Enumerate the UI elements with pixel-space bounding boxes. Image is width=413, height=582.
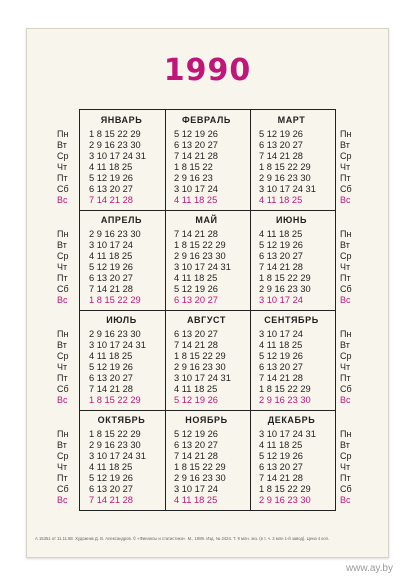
weekday-column-left xyxy=(57,109,77,209)
weekday-label: Вт xyxy=(57,340,67,350)
week-row: 7 14 21 28 xyxy=(174,229,218,239)
week-row: 2 9 16 23 xyxy=(174,173,213,183)
week-row: 4 11 18 25 xyxy=(89,162,133,172)
week-row: 1 8 15 22 29 xyxy=(259,273,311,283)
week-row: 2 9 16 23 30 xyxy=(89,229,141,239)
week-row: 7 14 21 28 xyxy=(89,384,133,394)
week-row: 3 10 17 24 xyxy=(259,295,303,305)
month-name: АВГУСТ xyxy=(186,315,227,325)
week-row: 5 12 19 26 xyxy=(259,240,303,250)
week-row: 5 12 19 26 xyxy=(174,129,218,139)
year-title: 1990 xyxy=(163,53,252,88)
month-name: ИЮЛЬ xyxy=(106,315,137,325)
week-row: 2 9 16 23 30 xyxy=(89,440,141,450)
weekday-label: Ср xyxy=(340,351,352,361)
week-row: 6 13 20 27 xyxy=(259,362,303,372)
week-row: 7 14 21 28 xyxy=(174,340,218,350)
week-row: 4 11 18 25 xyxy=(89,351,133,361)
weekday-label: Сб xyxy=(57,384,69,394)
week-row: 2 9 16 23 30 xyxy=(259,395,311,405)
weekday-label: Ср xyxy=(57,251,69,261)
weekday-label: Чт xyxy=(340,162,351,172)
weekday-label: Сб xyxy=(340,184,352,194)
week-row: 5 12 19 26 xyxy=(89,262,133,272)
week-row: 7 14 21 28 xyxy=(89,284,133,294)
week-row: 1 8 15 22 29 xyxy=(89,295,141,305)
week-row: 6 13 20 27 xyxy=(174,440,218,450)
month-block xyxy=(249,109,334,209)
month-block xyxy=(164,109,249,209)
week-row: 2 9 16 23 30 xyxy=(174,362,226,372)
weekday-label: Сб xyxy=(340,284,352,294)
month-block xyxy=(79,409,164,509)
weekday-column-right xyxy=(340,309,360,409)
month-name: ДЕКАБРЬ xyxy=(267,415,316,425)
week-row: 5 12 19 26 xyxy=(174,284,218,294)
weekday-label: Чт xyxy=(57,162,68,172)
weekday-label: Пн xyxy=(340,229,352,239)
month-name: ИЮНЬ xyxy=(275,215,308,225)
week-row: 6 13 20 27 xyxy=(89,373,133,383)
week-row: 6 13 20 27 xyxy=(89,273,133,283)
week-row: 6 13 20 27 xyxy=(89,484,133,494)
week-row: 3 10 17 24 31 xyxy=(259,429,316,439)
week-row: 7 14 21 28 xyxy=(259,473,303,483)
week-row: 1 8 15 22 29 xyxy=(89,129,141,139)
week-row: 1 8 15 22 29 xyxy=(259,484,311,494)
weekday-label: Сб xyxy=(340,484,352,494)
weekday-label: Вт xyxy=(57,240,67,250)
week-row: 6 13 20 27 xyxy=(174,329,218,339)
weekday-label: Вт xyxy=(340,140,350,150)
weekday-label: Ср xyxy=(340,151,352,161)
week-row: 5 12 19 26 xyxy=(89,362,133,372)
month-name: МАРТ xyxy=(277,115,306,125)
weekday-label: Пн xyxy=(57,329,69,339)
week-row: 3 10 17 24 xyxy=(89,240,133,250)
week-row: 2 9 16 23 30 xyxy=(174,473,226,483)
week-row: 4 11 18 25 xyxy=(259,440,303,450)
week-row: 4 11 18 25 xyxy=(174,195,218,205)
weekday-label: Ср xyxy=(57,351,69,361)
week-row: 5 12 19 26 xyxy=(259,129,303,139)
month-name: НОЯБРЬ xyxy=(185,415,228,425)
week-row: 4 11 18 25 xyxy=(89,462,133,472)
week-row: 2 9 16 23 30 xyxy=(174,251,226,261)
weekday-label: Вт xyxy=(57,140,67,150)
weekday-label: Пн xyxy=(340,329,352,339)
weekday-label: Вт xyxy=(57,440,67,450)
week-row: 3 10 17 24 xyxy=(174,184,218,194)
weekday-label: Пт xyxy=(340,373,351,383)
weekday-label: Чт xyxy=(57,362,68,372)
week-row: 3 10 17 24 xyxy=(259,329,303,339)
week-row: 1 8 15 22 29 xyxy=(259,162,311,172)
week-row: 3 10 17 24 31 xyxy=(89,151,146,161)
week-row: 5 12 19 26 xyxy=(174,395,218,405)
weekday-label: Сб xyxy=(340,384,352,394)
week-row: 6 13 20 27 xyxy=(174,295,218,305)
weekday-label: Чт xyxy=(57,462,68,472)
weekday-label: Пн xyxy=(57,129,69,139)
weekday-label: Вс xyxy=(340,195,351,205)
week-row: 1 8 15 22 29 xyxy=(174,240,226,250)
week-row: 3 10 17 24 31 xyxy=(174,262,231,272)
month-block xyxy=(249,209,334,309)
month-block xyxy=(164,209,249,309)
calendar-card xyxy=(26,28,389,558)
week-row: 7 14 21 28 xyxy=(89,495,133,505)
weekday-label: Вс xyxy=(57,395,68,405)
week-row: 6 13 20 27 xyxy=(259,462,303,472)
week-row: 4 11 18 25 xyxy=(174,273,218,283)
weekday-label: Вс xyxy=(57,495,68,505)
week-row: 1 8 15 22 29 xyxy=(174,462,226,472)
weekday-label: Вс xyxy=(340,495,351,505)
weekday-column-left xyxy=(57,209,77,309)
weekday-label: Пн xyxy=(340,429,352,439)
weekday-label: Пт xyxy=(340,473,351,483)
weekday-label: Чт xyxy=(340,462,351,472)
weekday-label: Пт xyxy=(57,373,68,383)
weekday-label: Пт xyxy=(57,473,68,483)
month-name: МАЙ xyxy=(195,215,218,225)
month-name: ОКТЯБРЬ xyxy=(97,415,146,425)
weekday-label: Чт xyxy=(57,262,68,272)
weekday-label: Чт xyxy=(340,362,351,372)
month-name: АПРЕЛЬ xyxy=(100,215,143,225)
weekday-column-left xyxy=(57,409,77,509)
week-row: 3 10 17 24 31 xyxy=(174,373,231,383)
month-block xyxy=(164,309,249,409)
week-row: 3 10 17 24 31 xyxy=(259,184,316,194)
week-row: 7 14 21 28 xyxy=(259,373,303,383)
week-row: 6 13 20 27 xyxy=(174,140,218,150)
week-row: 5 12 19 26 xyxy=(174,429,218,439)
month-name: ЯНВАРЬ xyxy=(100,115,143,125)
weekday-label: Сб xyxy=(57,484,69,494)
week-row: 4 11 18 25 xyxy=(89,251,133,261)
weekday-label: Вт xyxy=(340,440,350,450)
week-row: 7 14 21 28 xyxy=(89,195,133,205)
week-row: 1 8 15 22 29 xyxy=(89,395,141,405)
weekday-label: Пн xyxy=(57,229,69,239)
weekday-label: Ср xyxy=(340,451,352,461)
week-row: 7 14 21 28 xyxy=(259,151,303,161)
week-row: 4 11 18 25 xyxy=(259,340,303,350)
week-row: 5 12 19 26 xyxy=(89,173,133,183)
weekday-label: Сб xyxy=(57,284,69,294)
weekday-column-right xyxy=(340,109,360,209)
week-row: 2 9 16 23 30 xyxy=(259,284,311,294)
weekday-label: Вс xyxy=(57,295,68,305)
week-row: 7 14 21 28 xyxy=(259,262,303,272)
weekday-column-right xyxy=(340,209,360,309)
weekday-label: Вт xyxy=(340,240,350,250)
week-row: 3 10 17 24 xyxy=(174,484,218,494)
week-row: 1 8 15 22 29 xyxy=(174,351,226,361)
week-row: 4 11 18 25 xyxy=(174,495,218,505)
week-row: 5 12 19 26 xyxy=(259,351,303,361)
weekday-label: Вс xyxy=(57,195,68,205)
weekday-column-left xyxy=(57,309,77,409)
watermark: www.ay.by xyxy=(345,563,393,574)
weekday-label: Пт xyxy=(340,173,351,183)
week-row: 1 8 15 22 xyxy=(174,162,213,172)
weekday-label: Пн xyxy=(340,129,352,139)
week-row: 4 11 18 25 xyxy=(259,195,303,205)
month-name: ФЕВРАЛЬ xyxy=(182,115,231,125)
weekday-label: Ср xyxy=(57,151,69,161)
weekday-label: Вт xyxy=(340,340,350,350)
imprint-text: А 15351 от 11.11.88. Художник Д. В. Александров. © «Финансы и статистика». М., 1989. Изд. № 2424. Т. 9 млн. экз. (в т. ч. 3 млн 1-й завод). Цена 4 коп. xyxy=(35,536,330,541)
week-row: 2 9 16 23 30 xyxy=(259,495,311,505)
week-row: 6 13 20 27 xyxy=(259,251,303,261)
week-row: 2 9 16 23 30 xyxy=(89,329,141,339)
weekday-label: Ср xyxy=(57,451,69,461)
week-row: 3 10 17 24 31 xyxy=(89,340,146,350)
week-row: 2 9 16 23 30 xyxy=(89,140,141,150)
month-block xyxy=(164,409,249,509)
weekday-label: Сб xyxy=(57,184,69,194)
weekday-column-right xyxy=(340,409,360,509)
week-row: 6 13 20 27 xyxy=(89,184,133,194)
weekday-label: Пт xyxy=(57,173,68,183)
week-row: 7 14 21 28 xyxy=(174,151,218,161)
weekday-label: Чт xyxy=(340,262,351,272)
month-name: СЕНТЯБРЬ xyxy=(264,315,319,325)
week-row: 3 10 17 24 31 xyxy=(89,451,146,461)
month-block xyxy=(79,309,164,409)
month-block xyxy=(249,409,334,509)
weekday-label: Пт xyxy=(340,273,351,283)
week-row: 1 8 15 22 29 xyxy=(89,429,141,439)
week-row: 4 11 18 25 xyxy=(259,229,303,239)
week-row: 5 12 19 26 xyxy=(89,473,133,483)
weekday-label: Вс xyxy=(340,395,351,405)
weekday-label: Пн xyxy=(57,429,69,439)
weekday-label: Пт xyxy=(57,273,68,283)
weekday-label: Ср xyxy=(340,251,352,261)
month-block xyxy=(79,209,164,309)
month-block xyxy=(79,109,164,209)
month-block xyxy=(249,309,334,409)
week-row: 2 9 16 23 30 xyxy=(259,173,311,183)
week-row: 4 11 18 25 xyxy=(174,384,218,394)
week-row: 5 12 19 26 xyxy=(259,451,303,461)
week-row: 6 13 20 27 xyxy=(259,140,303,150)
weekday-label: Вс xyxy=(340,295,351,305)
week-row: 7 14 21 28 xyxy=(174,451,218,461)
week-row: 1 8 15 22 29 xyxy=(259,384,311,394)
